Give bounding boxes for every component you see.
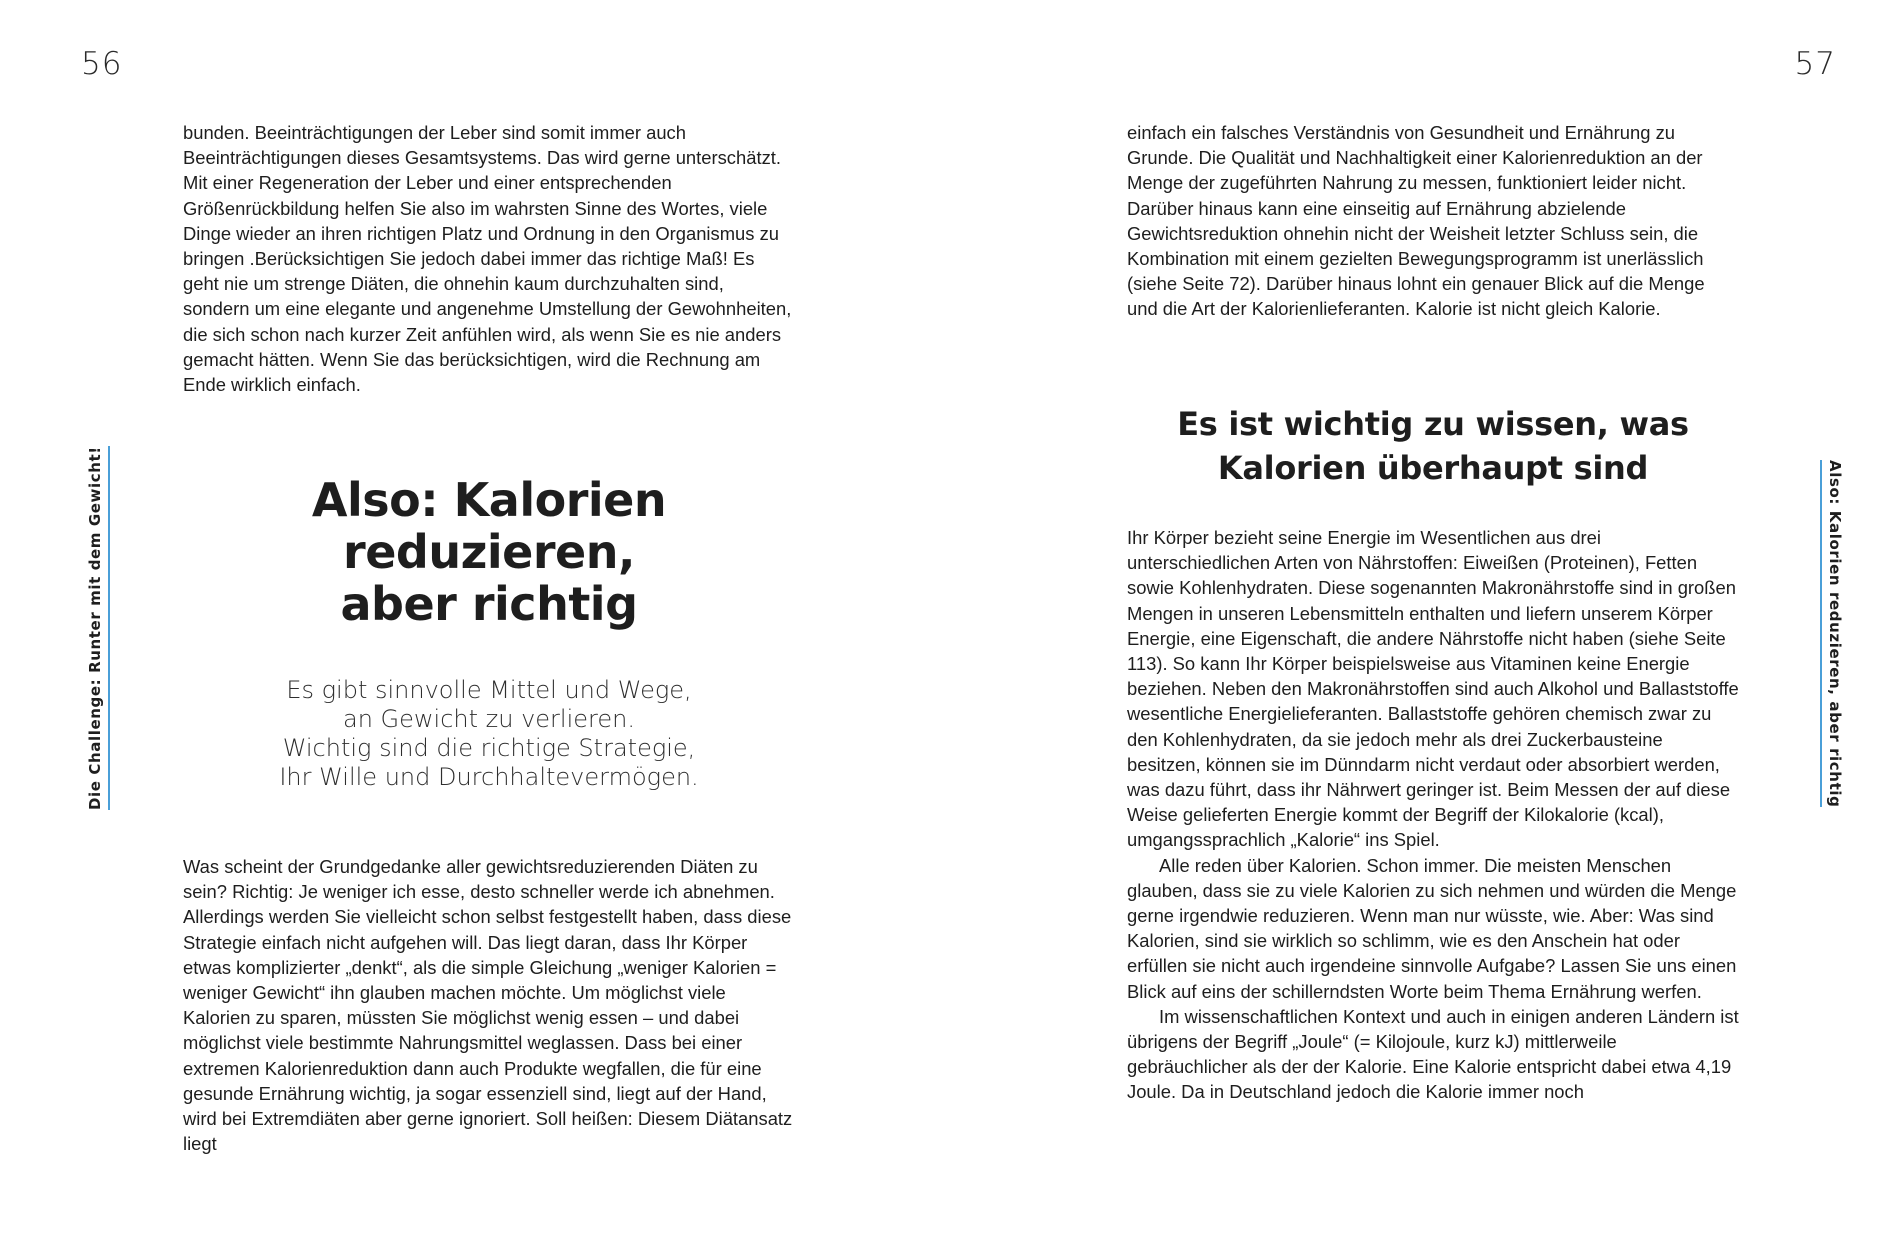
- right-page: [952, 0, 1904, 1252]
- paragraph: Was scheint der Grundgedanke aller gewichtsreduzierenden Diäten zu sein? Richtig: Je weniger ich esse, desto schneller werde ich abnehmen. Allerdings werden Sie vielleicht schon selbst festgestellt haben, dass diese Strategie einfach nicht aufgehen will. Das liegt daran, dass Ihr Körper etwas komplizierter „denkt“, als die simple Gleichung „weniger Kalorien = weniger Gewicht“ ihn glauben machen möchte. Um möglichst viele Kalorien zu sparen, müssten Sie möglichst wenig essen – und dabei möglichst viele bestimmte Nahrungsmittel weglassen. Dass bei einer extremen Kalorienreduktion dann auch Produkte wegfallen, die für eine gesunde Ernährung wichtig, ja sogar essenziell sind, liegt auf der Hand, wird bei Extremdiäten aber gerne ignoriert. Soll heißen: Diesem Diätansatz liegt: [183, 856, 793, 1155]
- paragraph: bunden. Beeinträchtigungen der Leber sind somit immer auch Beeinträchtigungen dieses Gesamtsystems. Das wird gerne unterschätzt. Mit einer Regeneration der Leber und einer entsprechenden Größenrückbildung helfen Sie also im wahrsten Sinne des Wortes, viele Dinge wieder an ihren richtigen Platz und Ordnung in den Organismus zu bringen .Berücksichtigen Sie jedoch dabei immer das richtige Maß! Es geht nie um strenge Diäten, die ohnehin kaum durchzuhalten sind, sondern um eine elegante und angenehme Umstellung der Gewohnheiten, die sich schon nach kurzer Zeit anfühlen wird, als wenn Sie es nie anders gemacht hätten. Wenn Sie das berücksichtigen, wird die Rechnung am Ende wirklich einfach.: [183, 122, 792, 396]
- chapter-heading: [183, 474, 795, 630]
- running-head-right: Also: Kalorien reduzieren, aber richtig: [1820, 460, 1844, 807]
- paragraph: Im wissenschaftlichen Kontext und auch in einigen anderen Ländern ist übrigens der Begriff „Joule“ (= Kilojoule, kurz kJ) mittlerweile gebräuchlicher als der der Kalorie. Eine Kalorie entspricht dabei etwa 4,19 Joule. Da in Deutschland jedoch die Kalorie immer noch: [1127, 1005, 1739, 1103]
- paragraph: einfach ein falsches Verständnis von Gesundheit und Ernährung zu Grunde. Die Qualität und Nachhaltigkeit einer Kalorienreduktion an der Menge der zugeführten Nahrung zu messen, funktioniert leider nicht. Darüber hinaus kann eine einseitig auf Ernährung abzielende Gewichtsreduktion ohnehin nicht der Weisheit letzter Schluss sein, die Kombination mit einem gezielten Bewegungsprogramm ist unerlässlich (siehe Seite 72). Darüber hinaus lohnt ein genauer Blick auf die Menge und die Art der Kalorienlieferanten. Kalorie ist nicht gleich Kalorie.: [1127, 122, 1705, 320]
- heading-line: Kalorien überhaupt sind: [1217, 449, 1649, 487]
- paragraph: Ihr Körper bezieht seine Energie im Wesentlichen aus drei unterschiedlichen Arten von Nährstoffen: Eiweißen (Proteinen), Fetten sowie Kohlenhydraten. Diese sogenannten Makronährstoffe sind in großen Mengen in unseren Lebensmitteln enthalten und liefern unserem Körper Energie, eine Eigenschaft, die andere Nährstoffe nicht haben (siehe Seite 113). So kann Ihr Körper beispielsweise aus Vitaminen keine Energie beziehen. Neben den Makronährstoffen sind auch Alkohol und Ballaststoffe wesentliche Energielieferanten. Ballaststoffe gehören chemisch zwar zu den Kohlenhydraten, da sie jedoch mehr als drei Zuckerbausteine besitzen, können sie im Dünndarm nicht verdaut oder absorbiert werden, was dazu führt, dass ihr Nährwert geringer ist. Beim Messen der auf diese Weise gelieferten Energie kommt der Begriff der Kilokalorie (kcal), umgangssprachlich „Kalorie“ ins Spiel.: [1127, 527, 1739, 851]
- page-number-left: 56: [81, 46, 123, 82]
- subheading-line: Ihr Wille und Durchhaltevermögen.: [279, 763, 699, 791]
- heading-line: reduzieren,: [343, 525, 635, 579]
- paragraph: Alle reden über Kalorien. Schon immer. Die meisten Menschen glauben, dass sie zu viele Kalorien zu sich nehmen und würden die Menge gerne irgendwie reduzieren. Wenn man nur wüsste, wie. Aber: Was sind Kalorien, sind sie wirklich so schlimm, wie es den Anschein hat oder erfüllen sie nicht auch irgendeine sinnvolle Aufgabe? Lassen Sie uns einen Blick auf eins der schillerndsten Worte beim Thema Ernährung werfen.: [1127, 854, 1737, 1002]
- subheading-line: Wichtig sind die richtige Strategie,: [282, 734, 696, 762]
- chapter-subheading: [183, 676, 795, 792]
- heading-line: aber richtig: [340, 577, 638, 631]
- heading-line: Also: Kalorien: [311, 473, 667, 527]
- left-bottom-text: [183, 854, 795, 1156]
- right-top-text: [1127, 120, 1739, 322]
- subheading-line: an Gewicht zu verlieren.: [343, 705, 635, 733]
- subheading-line: Es gibt sinnvolle Mittel und Wege,: [286, 676, 692, 704]
- running-head-left: Die Challenge: Runter mit dem Gewicht!: [86, 446, 110, 810]
- right-body-text: [1127, 525, 1739, 1105]
- left-top-text: [183, 120, 795, 397]
- page-number-right: 57: [1794, 46, 1836, 82]
- section-heading: [1127, 402, 1739, 490]
- heading-line: Es ist wichtig zu wissen, was: [1177, 405, 1689, 443]
